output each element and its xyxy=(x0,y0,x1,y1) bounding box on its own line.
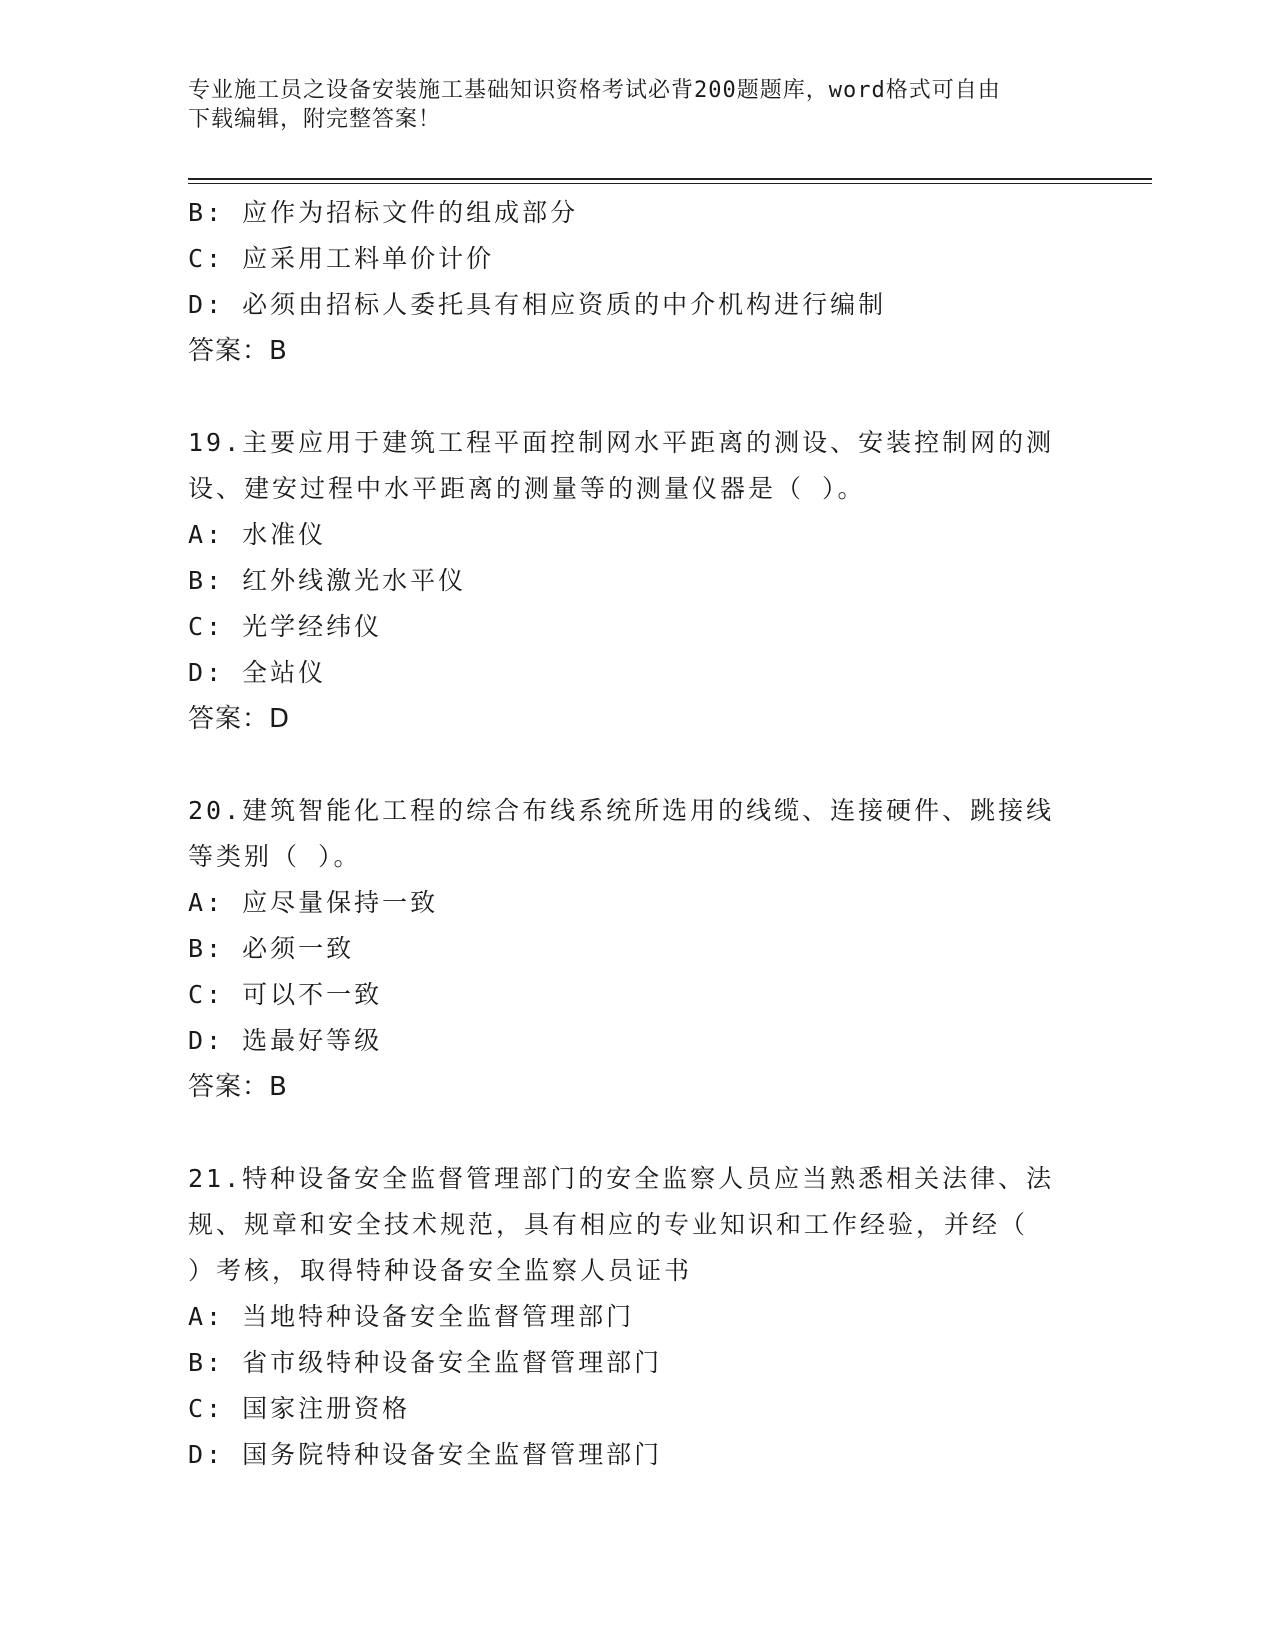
option-b: B: 红外线激光水平仪 xyxy=(188,566,467,595)
option-d: D: 选最好等级 xyxy=(188,1026,383,1055)
question-stem-line: 19.主要应用于建筑工程平面控制网水平距离的测设、安装控制网的测 xyxy=(188,428,1055,457)
option-a: A: 水准仪 xyxy=(188,520,327,549)
option-c: C: 国家注册资格 xyxy=(188,1394,411,1423)
header-line-2: 下载编辑，附完整答案！ xyxy=(188,107,442,132)
header-divider-thick xyxy=(188,178,1152,180)
question-stem-line: ）考核，取得特种设备安全监察人员证书 xyxy=(188,1256,693,1285)
question-block xyxy=(188,190,1088,374)
answer-text: 答案：B xyxy=(188,1072,288,1102)
spacer xyxy=(188,374,1088,420)
option-d: D: 必须由招标人委托具有相应资质的中介机构进行编制 xyxy=(188,290,887,319)
question-stem-line: 规、规章和安全技术规范，具有相应的专业知识和工作经验，并经（ xyxy=(188,1210,1029,1239)
spacer xyxy=(188,1110,1088,1156)
answer-text: 答案：B xyxy=(188,336,288,366)
question-content xyxy=(188,190,1088,1478)
option-c: C: 应采用工料单价计价 xyxy=(188,244,495,273)
question-block xyxy=(188,1156,1088,1478)
question-stem-line: 21.特种设备安全监督管理部门的安全监察人员应当熟悉相关法律、法 xyxy=(188,1164,1055,1193)
option-c: C: 光学经纬仪 xyxy=(188,612,383,641)
option-c: C: 可以不一致 xyxy=(188,980,383,1009)
question-block xyxy=(188,420,1088,742)
option-a: A: 当地特种设备安全监督管理部门 xyxy=(188,1302,635,1331)
header-line-1: 专业施工员之设备安装施工基础知识资格考试必背200题题库，word格式可自由 xyxy=(188,78,1001,103)
document-header xyxy=(188,76,1068,134)
option-b: B: 省市级特种设备安全监督管理部门 xyxy=(188,1348,663,1377)
option-b: B: 必须一致 xyxy=(188,934,355,963)
header-divider-thin xyxy=(188,183,1152,184)
answer-text: 答案：D xyxy=(188,704,291,734)
option-a: A: 应尽量保持一致 xyxy=(188,888,439,917)
option-d: D: 全站仪 xyxy=(188,658,327,687)
option-b: B: 应作为招标文件的组成部分 xyxy=(188,198,579,227)
spacer xyxy=(188,742,1088,788)
question-block xyxy=(188,788,1088,1110)
question-stem-line: 设、建安过程中水平距离的测量等的测量仪器是（ ）。 xyxy=(188,474,866,503)
question-stem-line: 20.建筑智能化工程的综合布线系统所选用的线缆、连接硬件、跳接线 xyxy=(188,796,1055,825)
question-stem-line: 等类别（ ）。 xyxy=(188,842,362,871)
option-d: D: 国务院特种设备安全监督管理部门 xyxy=(188,1440,663,1469)
